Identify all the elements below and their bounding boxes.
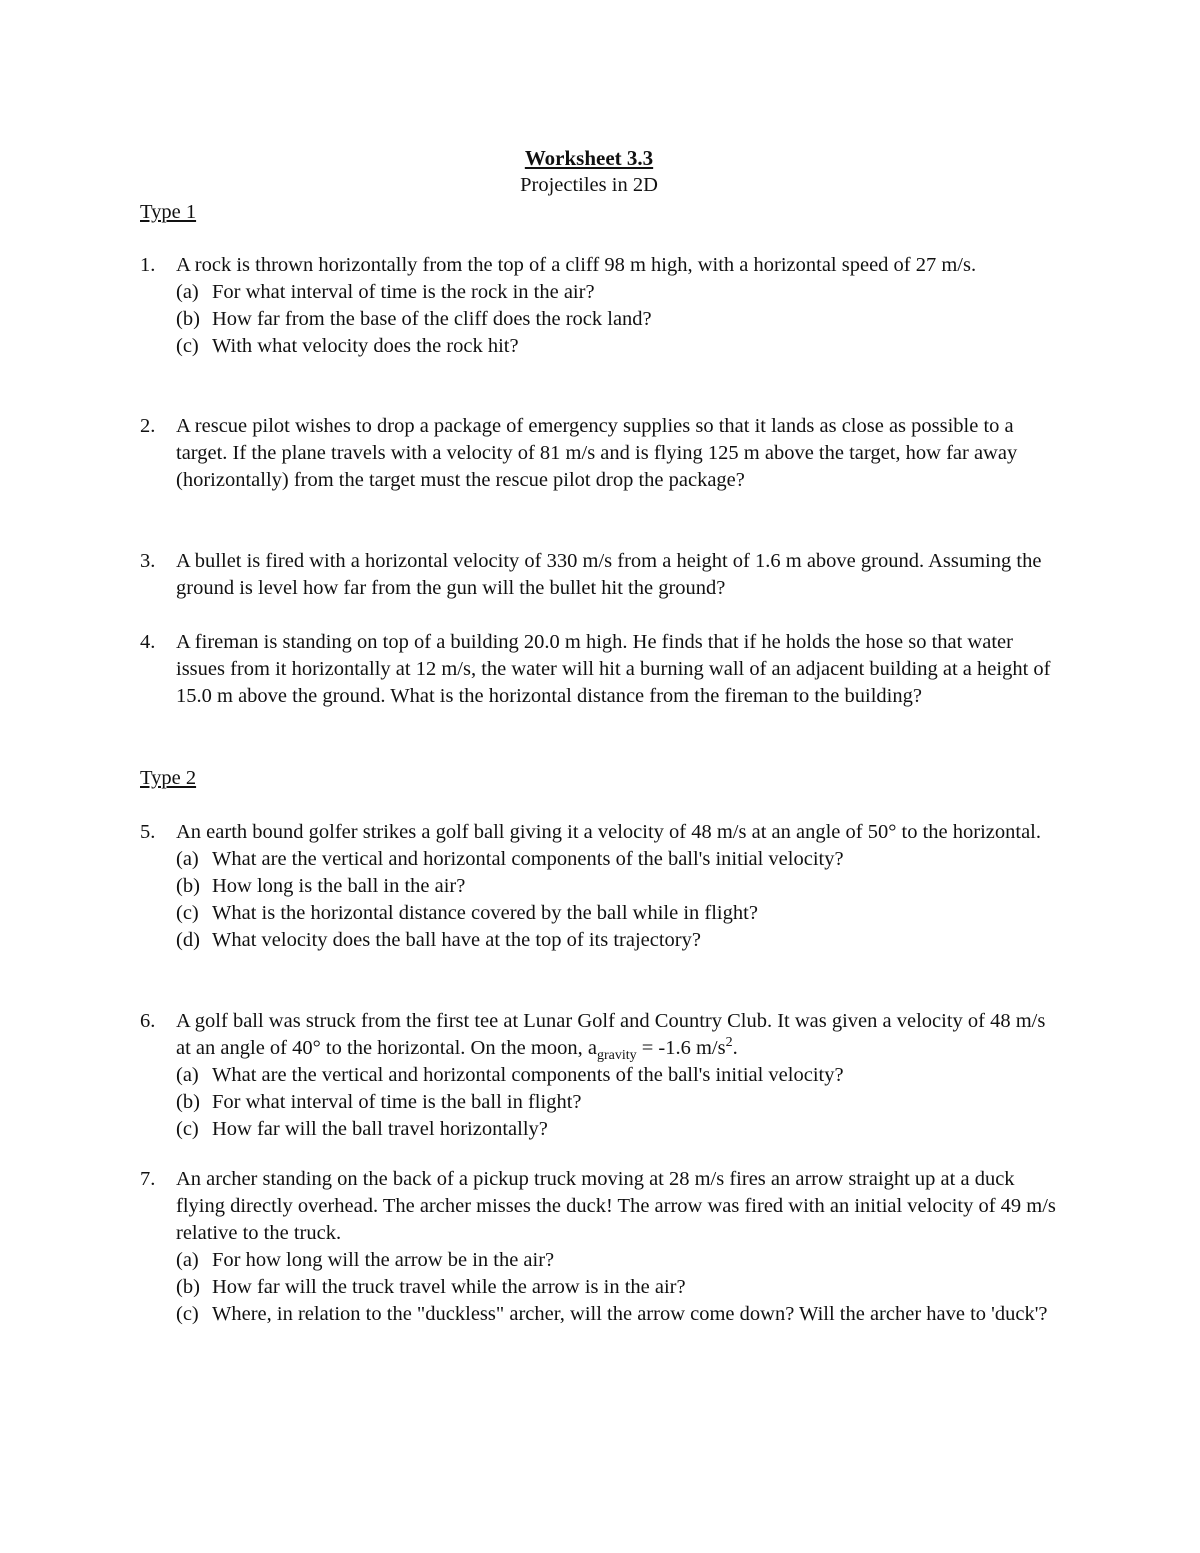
question-part [176,1116,1060,1143]
question-number: 7. [140,1168,156,1190]
question-part [176,846,1060,873]
question-number: 6. [140,1010,156,1032]
part-text: What is the horizontal distance covered by the ball while in flight? [212,902,758,924]
part-text: How far from the base of the cliff does the rock land? [212,308,652,330]
question-2 [140,413,1060,494]
question-text: An archer standing on the back of a pickup truck moving at 28 m/s fires an arrow straight up at a duck flying directly overhead. The archer misses the duck! The arrow was fired with an initial velocity of 49 m/s relative to the truck. [176,1168,1056,1244]
question-6 [140,1008,1060,1143]
part-label: (c) [176,902,199,924]
part-text: What are the vertical and horizontal components of the ball's initial velocity? [212,1064,844,1086]
question-part [176,873,1060,900]
part-label: (b) [176,1276,200,1298]
part-text: For how long will the arrow be in the air? [212,1249,555,1271]
part-label: (a) [176,1064,199,1086]
question-part [176,900,1060,927]
question-number: 2. [140,415,156,437]
part-label: (a) [176,848,199,870]
part-text: How far will the truck travel while the arrow is in the air? [212,1276,686,1298]
worksheet-subtitle: Projectiles in 2D [520,174,658,196]
question-number: 4. [140,631,156,653]
part-text: How far will the ball travel horizontally? [212,1118,548,1140]
question-text-before: A golf ball was struck from the first tee at Lunar Golf and Country Club. It was given a velocity of 48 m/s at an angle of 40° to the horizontal. On the moon, a [176,1010,1046,1059]
question-text-middle: = -1.6 m/s [636,1037,726,1059]
question-number: 5. [140,821,156,843]
section-heading-type-1: Type 1 [140,201,197,223]
question-part [176,1247,1060,1274]
question-text: A rock is thrown horizontally from the top of a cliff 98 m high, with a horizontal speed of 27 m/s. [176,254,977,276]
question-text: A rescue pilot wishes to drop a package of emergency supplies so that it lands as close as possible to a target. If the plane travels with a velocity of 81 m/s and is flying 125 m above the target, how far away (horizontally) from the target must the rescue pilot drop the package? [176,415,1018,491]
part-text: For what interval of time is the ball in flight? [212,1091,582,1113]
question-4 [140,629,1060,710]
part-label: (c) [176,1118,199,1140]
part-label: (a) [176,281,199,303]
part-text: Where, in relation to the "duckless" archer, will the arrow come down? Will the archer have to 'duck'? [212,1303,1048,1325]
section-heading-type-2: Type 2 [140,767,197,789]
question-text-after: . [732,1037,738,1059]
question-part [176,1089,1060,1116]
question-text: An earth bound golfer strikes a golf ball giving it a velocity of 48 m/s at an angle of 50° to the horizontal. [176,821,1042,843]
part-label: (c) [176,335,199,357]
question-1 [140,252,1060,360]
worksheet-title: Worksheet 3.3 [524,146,654,170]
question-part [176,306,1060,333]
squared-superscript: 2 [725,1035,733,1051]
part-label: (b) [176,875,200,897]
part-text: What are the vertical and horizontal components of the ball's initial velocity? [212,848,844,870]
question-7 [140,1166,1060,1328]
question-part [176,279,1060,306]
question-text: A bullet is fired with a horizontal velocity of 330 m/s from a height of 1.6 m above ground. Assuming the ground is level how far from the gun will the bullet hit the ground? [176,550,1042,599]
part-label: (c) [176,1303,199,1325]
part-label: (d) [176,929,200,951]
question-5 [140,819,1060,954]
question-3 [140,548,1060,602]
part-label: (a) [176,1249,199,1271]
gravity-subscript: gravity [596,1048,637,1064]
question-text: A fireman is standing on top of a building 20.0 m high. He finds that if he holds the hose so that water issues from it horizontally at 12 m/s, the water will hit a burning wall of an adjacent building at a height of 15.0 m above the ground. What is the horizontal distance from the fireman to the building? [176,631,1051,707]
part-label: (b) [176,308,200,330]
question-number: 1. [140,254,156,276]
part-text: What velocity does the ball have at the top of its trajectory? [212,929,701,951]
part-label: (b) [176,1091,200,1113]
question-text [176,1008,1060,1062]
question-part [176,1301,1060,1328]
question-part [176,1062,1060,1089]
question-part [176,927,1060,954]
part-text: For what interval of time is the rock in the air? [212,281,595,303]
part-text: With what velocity does the rock hit? [212,335,519,357]
part-text: How long is the ball in the air? [212,875,466,897]
question-part [176,1274,1060,1301]
question-part [176,333,1060,360]
question-number: 3. [140,550,156,572]
